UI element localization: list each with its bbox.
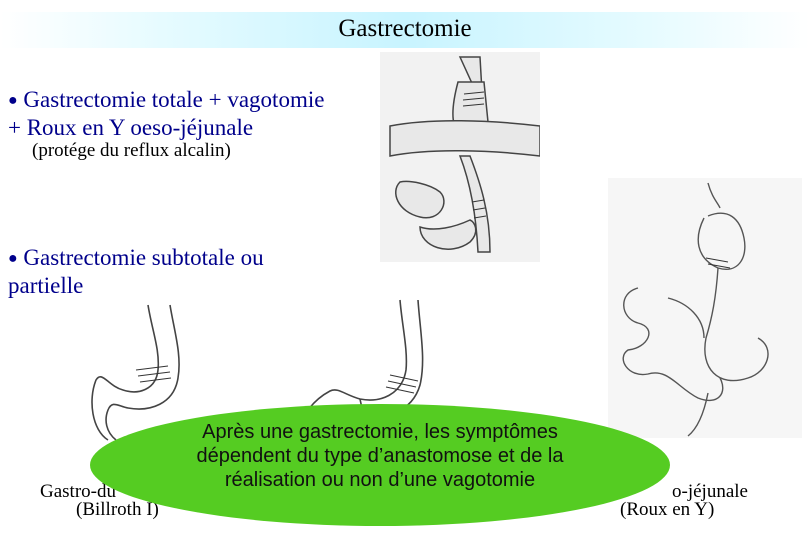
callout-line2: dépendent du type d’anastomose et de la [196,445,564,467]
section2-line2: partielle [8,273,84,298]
slide-title: Gastrectomie [338,15,472,42]
total-gastrectomy-illustration [380,52,540,262]
section2-heading [8,244,264,299]
section1-line1: Gastrectomie totale + vagotomie [23,87,325,112]
caption-left-line1: Gastro-du [40,481,116,502]
section1-heading [8,86,324,141]
bullet-icon: ● [8,92,18,109]
callout-line1: Après une gastrectomie, les symptômes [202,421,558,443]
section2-line1: Gastrectomie subtotale ou [23,245,264,270]
section1-line2: + Roux en Y oeso-jéjunale [8,115,254,140]
roux-en-y-illustration [608,178,802,438]
caption-right-line1: o-jéjunale [672,481,748,502]
callout-text [90,420,670,492]
caption-right-line2: (Roux en Y) [620,499,715,520]
section1-note: (protége du reflux alcalin) [32,140,231,161]
bullet-icon: ● [8,250,18,267]
caption-left-line2: (Billroth I) [76,499,159,520]
callout-line3: réalisation ou non d’une vagotomie [224,469,536,491]
